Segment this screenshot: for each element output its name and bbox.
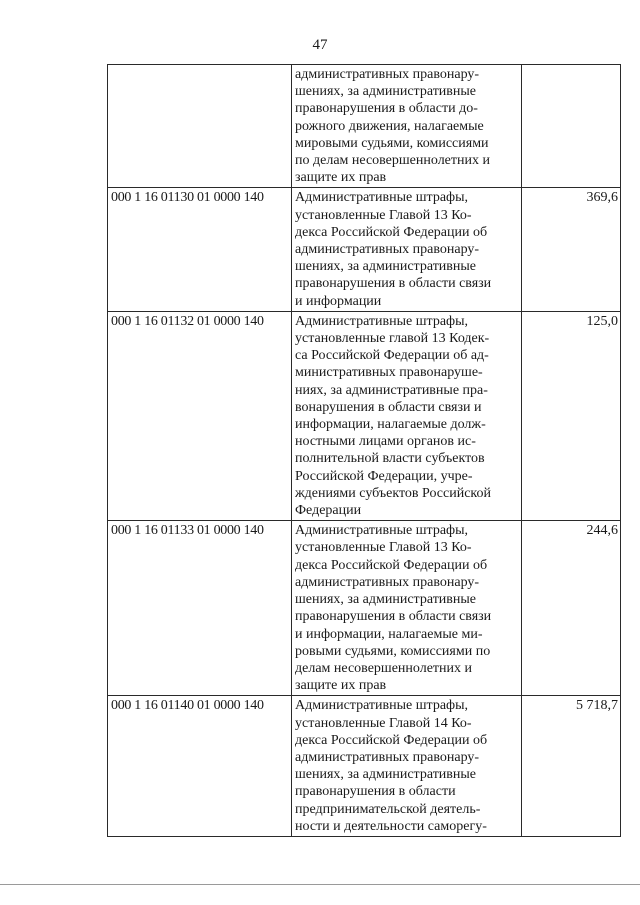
revenue-name-line: шениях, за административные (295, 84, 477, 100)
budget-code-cell (108, 65, 292, 188)
revenue-name-line: ностными лицами органов ис- (295, 434, 476, 450)
table-row (108, 696, 621, 837)
amount-cell: 125,0 (522, 311, 621, 520)
table-row (108, 311, 621, 520)
revenue-name-line: правонарушения в области до- (295, 101, 478, 117)
revenue-name-line: Административные штрафы, (295, 698, 469, 714)
revenue-name-line: министративных правонаруше- (295, 365, 483, 381)
revenue-name-line: и информации (295, 293, 382, 309)
revenue-name-line: вонарушения в области связи и (295, 399, 482, 415)
revenue-name-line: установленные Главой 13 Ко- (295, 207, 472, 223)
revenue-name-line: декса Российской Федерации об (295, 557, 488, 573)
amount-cell: 244,6 (522, 521, 621, 696)
revenue-name-line: Административные штрафы, (295, 313, 469, 329)
revenue-name-line: рожного движения, налагаемые (295, 118, 484, 134)
revenue-name-line: шениях, за административные (295, 592, 477, 608)
amount-cell (522, 65, 621, 188)
revenue-name-line: Российской Федерации, учре- (295, 468, 473, 484)
table-row (108, 521, 621, 696)
revenue-name-line: административных правонару- (295, 67, 480, 82)
revenue-name-line: ниях, за административные пра- (295, 382, 488, 398)
table-row (108, 65, 621, 188)
revenue-name-line: установленные Главой 14 Ко- (295, 715, 472, 731)
revenue-name-line: Федерации (295, 503, 362, 519)
revenue-name-line: делам несовершеннолетних и (295, 660, 472, 676)
revenue-name-cell (292, 188, 522, 311)
revenue-name-line: административных правонару- (295, 574, 480, 590)
revenue-name-cell (292, 521, 522, 696)
revenue-name-line: правонарушения в области связи (295, 276, 492, 292)
amount-cell: 369,6 (522, 188, 621, 311)
revenue-name-line: административных правонару- (295, 242, 480, 258)
budget-code-cell: 000 1 16 01133 01 0000 140 (108, 521, 292, 696)
revenue-name-line: установленные главой 13 Кодек- (295, 331, 490, 347)
revenue-name-cell (292, 696, 522, 837)
revenue-name-line: правонарушения в области (295, 784, 456, 800)
revenue-name-line: ждениями субъектов Российской (295, 485, 492, 501)
budget-code-cell: 000 1 16 01132 01 0000 140 (108, 311, 292, 520)
revenue-name-line: предпринимательской деятель- (295, 801, 481, 817)
revenue-name-line: мировыми судьями, комиссиями (295, 135, 489, 151)
revenue-table (107, 64, 621, 837)
revenue-name-line: шениях, за административные (295, 259, 477, 275)
revenue-name-line: информации, налагаемые долж- (295, 417, 486, 433)
revenue-name-line: декса Российской Федерации об (295, 224, 488, 240)
table-body (108, 65, 621, 837)
budget-code-cell: 000 1 16 01140 01 0000 140 (108, 696, 292, 837)
revenue-name-line: Административные штрафы, (295, 523, 469, 539)
revenue-name-line: ровыми судьями, комиссиями по (295, 643, 491, 659)
revenue-name-line: правонарушения в области связи (295, 609, 492, 625)
revenue-name-line: декса Российской Федерации об (295, 732, 488, 748)
revenue-name-line: защите их прав (295, 678, 387, 694)
revenue-name-line: ности и деятельности саморегу- (295, 818, 487, 834)
revenue-name-line: са Российской Федерации об ад- (295, 348, 489, 364)
revenue-name-line: шениях, за административные (295, 767, 477, 783)
bottom-scan-line (0, 884, 640, 885)
revenue-name-line: и информации, налагаемые ми- (295, 626, 483, 642)
revenue-name-line: по делам несовершеннолетних и (295, 153, 490, 169)
revenue-name-line: административных правонару- (295, 749, 480, 765)
revenue-name-line: защите их прав (295, 170, 387, 186)
revenue-name-line: полнительной власти субъектов (295, 451, 485, 467)
revenue-name-cell (292, 311, 522, 520)
revenue-name-cell (292, 65, 522, 188)
table-row (108, 188, 621, 311)
budget-code-cell: 000 1 16 01130 01 0000 140 (108, 188, 292, 311)
page-number: 47 (312, 37, 328, 53)
revenue-name-line: Административные штрафы, (295, 190, 469, 206)
amount-cell: 5 718,7 (522, 696, 621, 837)
revenue-name-line: установленные Главой 13 Ко- (295, 540, 472, 556)
